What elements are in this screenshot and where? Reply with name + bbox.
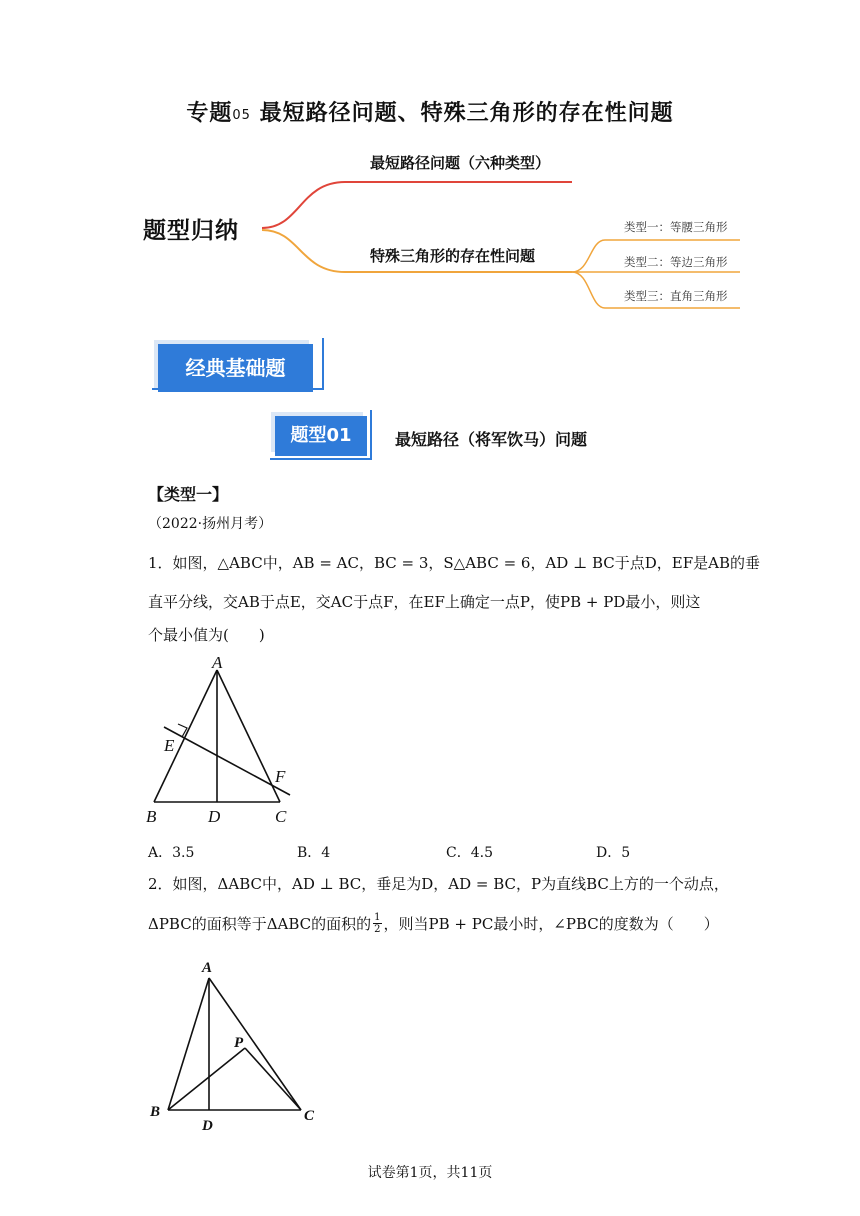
q2-frac-den: 2: [374, 924, 381, 935]
q1-seg-ac: [217, 670, 280, 802]
q1-label-e: E: [164, 736, 175, 755]
q1-option-a: A．3.5: [148, 845, 195, 861]
mindmap-branch2: 特殊三角形的存在性问题: [370, 247, 536, 265]
q2-label-a: A: [202, 960, 213, 976]
tag-label: 题型01: [275, 416, 367, 456]
q1-line1: 1．如图，△ABC中，AB = AC，BC = 3，S△ABC = 6，AD ⊥ BC于点D，EF是AB的垂: [148, 554, 760, 572]
q2-line2-start: ΔPBC的面积等于ΔABC的面积的: [148, 914, 372, 933]
branch1-line: [262, 182, 572, 228]
mindmap-leaf-2: 类型二：等边三角形: [624, 255, 728, 269]
q2-line1: 2．如图，ΔABC中，AD ⊥ BC，垂足为D，AD = BC，P为直线BC上方的一个动点，: [148, 875, 729, 893]
q1-line2: 直平分线，交AB于点E，交AC于点F，在EF上确定一点P，使PB + PD最小，则这: [148, 593, 701, 611]
mindmap-leaf-1: 类型一：等腰三角形: [624, 220, 728, 234]
q2-label-b: B: [150, 1104, 161, 1120]
q2-frac-num: 1: [374, 912, 381, 923]
section-heading: 【类型一】: [148, 485, 229, 504]
q2-figure: [140, 950, 330, 1140]
question-source: （2022·扬州月考）: [148, 516, 273, 532]
q2-seg-ac: [209, 978, 301, 1110]
q2-seg-pc: [245, 1048, 301, 1110]
q1-label-d: D: [208, 807, 221, 826]
mindmap-leaf-3: 类型三：直角三角形: [624, 289, 728, 303]
mindmap-root: 题型归纳: [143, 218, 239, 244]
q2-seg-ab: [168, 978, 209, 1110]
banner-label: 经典基础题: [185, 356, 286, 380]
q2-line2-end: ，则当PB + PC最小时，∠PBC的度数为（ ）: [383, 914, 719, 933]
mindmap-branch1: 最短路径问题（六种类型）: [370, 154, 551, 172]
q1-line3: 个最小值为( ): [148, 626, 265, 644]
q1-option-b: B．4: [297, 845, 331, 861]
q1-label-c: C: [275, 807, 287, 826]
q2-line2: [148, 912, 719, 935]
page-title: 专题05 最短路径问题、特殊三角形的存在性问题: [186, 101, 674, 126]
tag-title: 最短路径（将军饮马）问题: [395, 430, 588, 449]
q1-figure: [140, 652, 310, 830]
page-footer: 试卷第1页，共11页: [367, 1165, 493, 1181]
q2-label-d: D: [202, 1118, 213, 1134]
q2-seg-pb: [168, 1048, 245, 1110]
q1-option-c: C．4.5: [446, 845, 493, 861]
q2-label-p: P: [234, 1035, 244, 1051]
q1-option-d: D．5: [596, 845, 631, 861]
q2-label-c: C: [304, 1108, 315, 1124]
q1-label-a: A: [212, 653, 223, 672]
q1-label-b: B: [146, 807, 157, 826]
q1-label-f: F: [275, 767, 286, 786]
q2-fraction: [373, 912, 381, 935]
q1-seg-ef: [164, 727, 290, 795]
